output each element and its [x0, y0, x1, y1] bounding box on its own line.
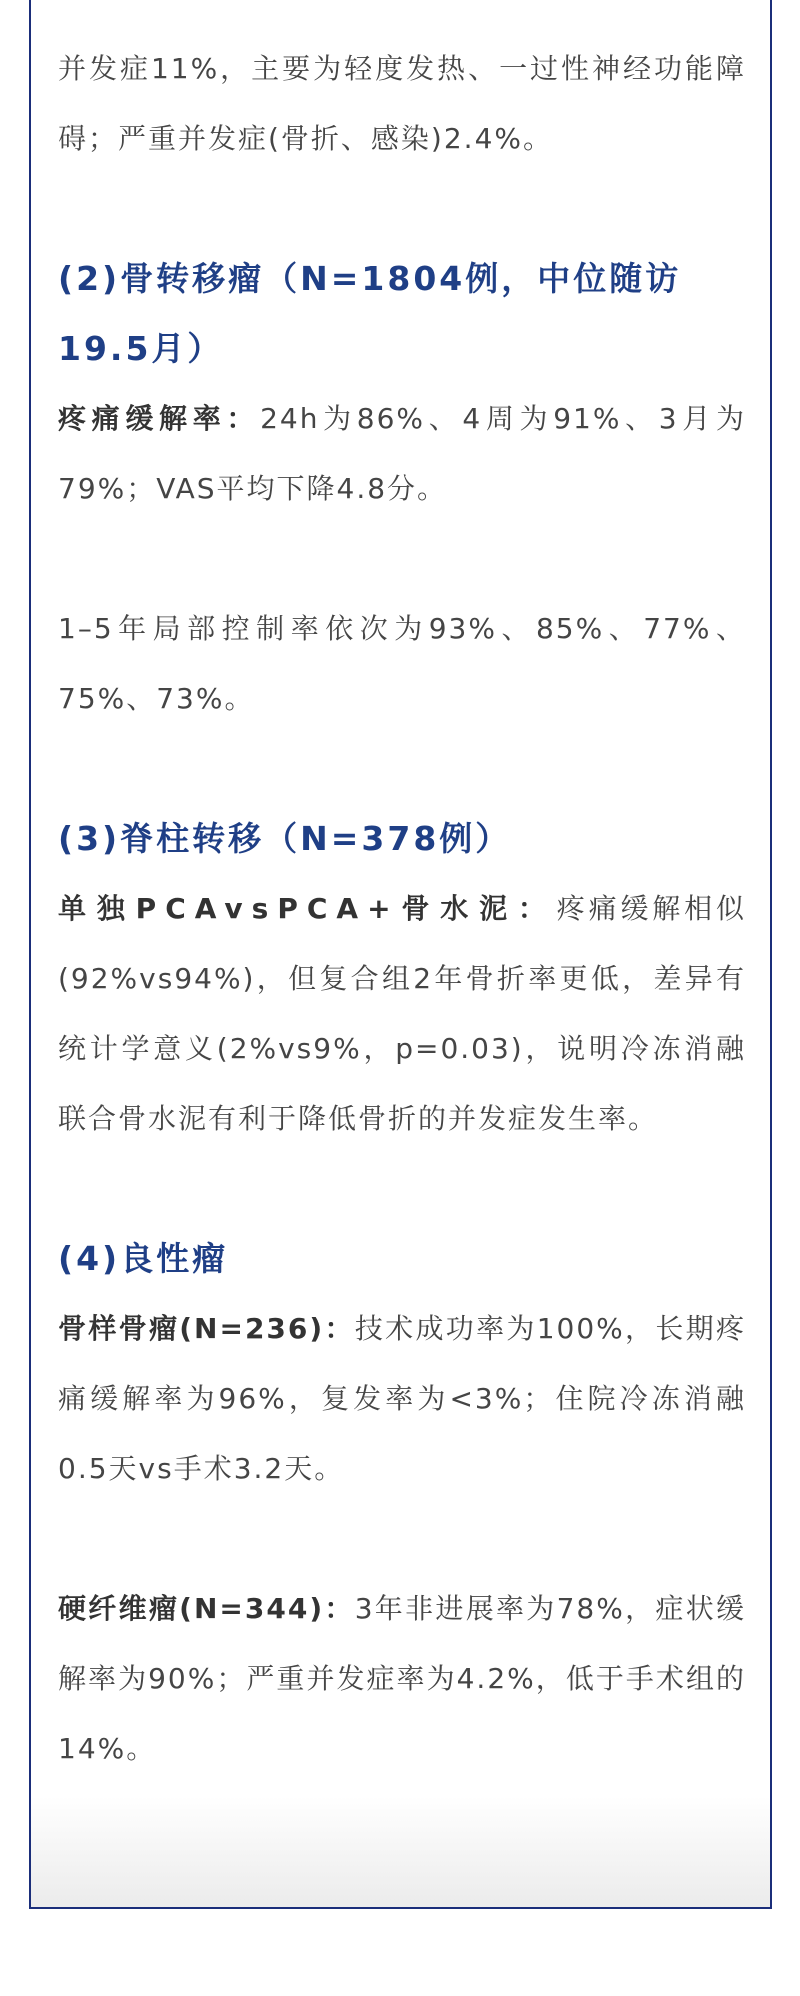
article-content	[58, 0, 746, 1784]
desmoid-tumor-label: 硬纤维瘤(N=344)：	[58, 1592, 355, 1625]
osteoid-osteoma-label: 骨样骨瘤(N=236)：	[58, 1312, 355, 1345]
pain-relief-label: 疼痛缓解率：	[58, 402, 261, 435]
pain-relief-paragraph	[58, 384, 746, 524]
section-heading-spinal-metastasis: (3)脊柱转移（N=378例）	[58, 819, 512, 858]
desmoid-tumor-text: 3年非进展率为78%，症状缓解率为90%；严重并发症率为4.2%，低于手术组的14%。	[58, 1592, 746, 1765]
pca-compare-label: 单独PCAvsPCA+骨水泥：	[58, 892, 557, 925]
local-control-paragraph: 1–5年局部控制率依次为93%、85%、77%、75%、73%。	[58, 612, 746, 715]
pca-compare-text: 疼痛缓解相似(92%vs94%)，但复合组2年骨折率更低，差异有统计学意义(2%vs9%，p=0.03)，说明冷冻消融联合骨水泥有利于降低骨折的并发症发生率。	[58, 892, 746, 1135]
pain-relief-text: 24h为86%、4周为91%、3月为79%；VAS平均下降4.8分。	[58, 402, 746, 505]
section-heading-benign-tumor: (4)良性瘤	[58, 1239, 229, 1278]
osteoid-osteoma-text: 技术成功率为100%，长期疼痛缓解率为96%，复发率为<3%；住院冷冻消融0.5天vs手术3.2天。	[58, 1312, 746, 1485]
osteoid-osteoma-paragraph	[58, 1294, 746, 1504]
desmoid-tumor-paragraph	[58, 1574, 746, 1784]
complication-paragraph: 并发症11%，主要为轻度发热、一过性神经功能障碍；严重并发症(骨折、感染)2.4%。	[58, 52, 746, 155]
section-heading-bone-metastasis: (2)骨转移瘤（N=1804例，中位随访19.5月）	[58, 259, 682, 368]
pca-compare-paragraph	[58, 874, 746, 1154]
